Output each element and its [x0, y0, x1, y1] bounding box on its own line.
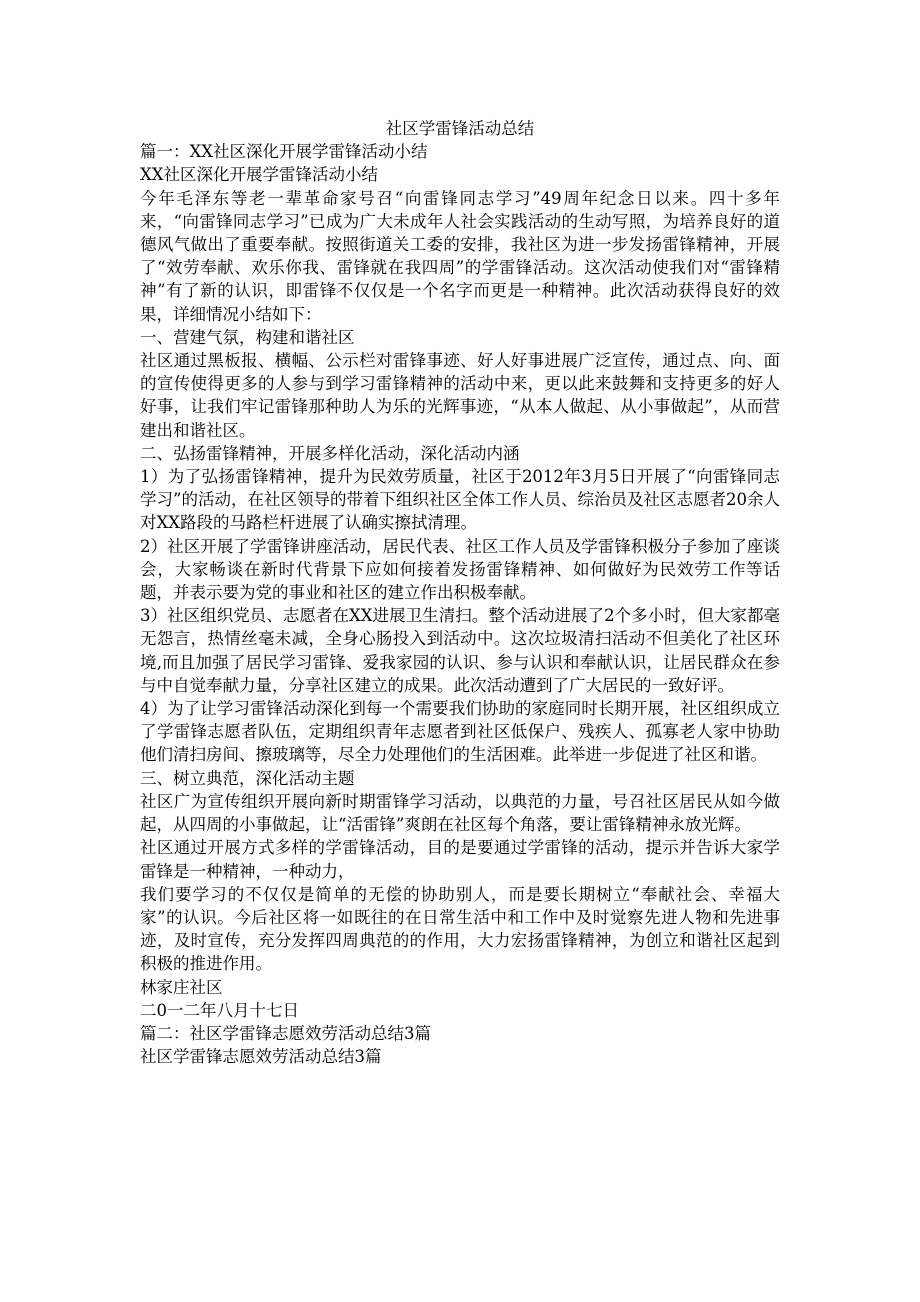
section-3-paragraph-2: 社区通过开展方式多样的学雷锋活动，目的是要通过学雷锋的活动，提示并告诉大家学雷锋是一种精神，一种动力， — [140, 838, 780, 881]
article-heading-2: 篇二：社区学雷锋志愿效劳活动总结3篇 — [140, 1023, 431, 1043]
signature-date: 二0一二年八月十七日 — [140, 1000, 299, 1020]
intro-paragraph: 今年毛泽东等老一辈革命家号召“向雷锋同志学习”49周年纪念日以来。四十多年来，“向雷锋同志学习”已成为广大未成年人社会实践活动的生动写照，为培养良好的道德风气做出了重要奉献。按照街道关工委的安排，我社区为进一步发扬雷锋精神，开展了“效劳奉献、欢乐你我、雷锋就在我四周”的学雷锋活动。这次活动使我们对“雷锋精神”有了新的认识，即雷锋不仅仅是一个名字而更是一种精神。此次活动获得良好的效果，详细情况小结如下： — [140, 188, 780, 324]
section-2-title: 二、弘扬雷锋精神，开展多样化活动，深化活动内涵 — [140, 443, 520, 463]
section-3-paragraph-3: 我们要学习的不仅仅是简单的无偿的协助别人，而是要长期树立“奉献社会、幸福大家”的认识。今后社区将一如既往的在日常生活中和工作中及时觉察先进人物和先进事迹，及时宣传，充分发挥四周典范的的作用，大力宏扬雷锋精神，为创立和谐社区起到积极的推进作用。 — [140, 884, 780, 974]
section-3-paragraph-1: 社区广为宣传组织开展向新时期雷锋学习活动，以典范的力量，号召社区居民从如今做起，从四周的小事做起，让“活雷锋”爽朗在社区每个角落，要让雷锋精神永放光辉。 — [140, 791, 780, 835]
article-heading-1: 篇一：XX社区深化开展学雷锋活动小结 — [140, 142, 428, 162]
section-2-item-2: 2）社区开展了学雷锋讲座活动，居民代表、社区工作人员及学雷锋积极分子参加了座谈会，大家畅谈在新时代背景下应如何接着发扬雷锋精神、如何做好为民效劳工作等话题，并表示要为党的事业和社区的建立作出积极奉献。 — [140, 536, 780, 603]
section-3-title: 三、树立典范，深化活动主题 — [140, 768, 355, 788]
section-2-item-3: 3）社区组织党员、志愿者在XX进展卫生清扫。整个活动进展了2个多小时，但大家都毫无怨言，热情丝毫未减，全身心肠投入到活动中。这次垃圾清扫活动不但美化了社区环境,而且加强了居民学习雷锋、爱我家园的认识、参与认识和奉献认识，让居民群众在参与中自觉奉献力量，分享社区建立的成果。此次活动遭到了广大居民的一致好评。 — [140, 606, 780, 695]
article-subheading-1: XX社区深化开展学雷锋活动小结 — [140, 165, 378, 185]
section-1-paragraph: 社区通过黑板报、横幅、公示栏对雷锋事迹、好人好事进展广泛宣传，通过点、向、面的宣传使得更多的人参与到学习雷锋精神的活动中来，更以此来鼓舞和支持更多的好人好事，让我们牢记雷锋那种助人为乐的光辉事迹，“从本人做起、从小事做起”，从而营建出和谐社区。 — [140, 351, 780, 440]
signature-organization: 林家庄社区 — [140, 977, 223, 997]
section-2-item-4: 4）为了让学习雷锋活动深化到每一个需要我们协助的家庭同时长期开展，社区组织成立了学雷锋志愿者队伍，定期组织青年志愿者到社区低保户、残疾人、孤寡老人家中协助他们清扫房间、擦玻璃等，尽全力处理他们的生活困难。此举进一步促进了社区和谐。 — [140, 699, 780, 765]
document-body — [140, 117, 780, 1068]
section-1-title: 一、营建气氛，构建和谐社区 — [140, 327, 355, 347]
section-2-item-1: 1）为了弘扬雷锋精神，提升为民效劳质量，社区于2012年3月5日开展了“向雷锋同志学习”的活动，在社区领导的带着下组织社区全体工作人员、综治员及社区志愿者20余人对XX路段的马路栏杆进展了认确实擦拭清理。 — [140, 467, 780, 533]
page-title: 社区学雷锋活动总结 — [385, 119, 535, 138]
article-subheading-2: 社区学雷锋志愿效劳活动总结3篇 — [140, 1047, 382, 1067]
